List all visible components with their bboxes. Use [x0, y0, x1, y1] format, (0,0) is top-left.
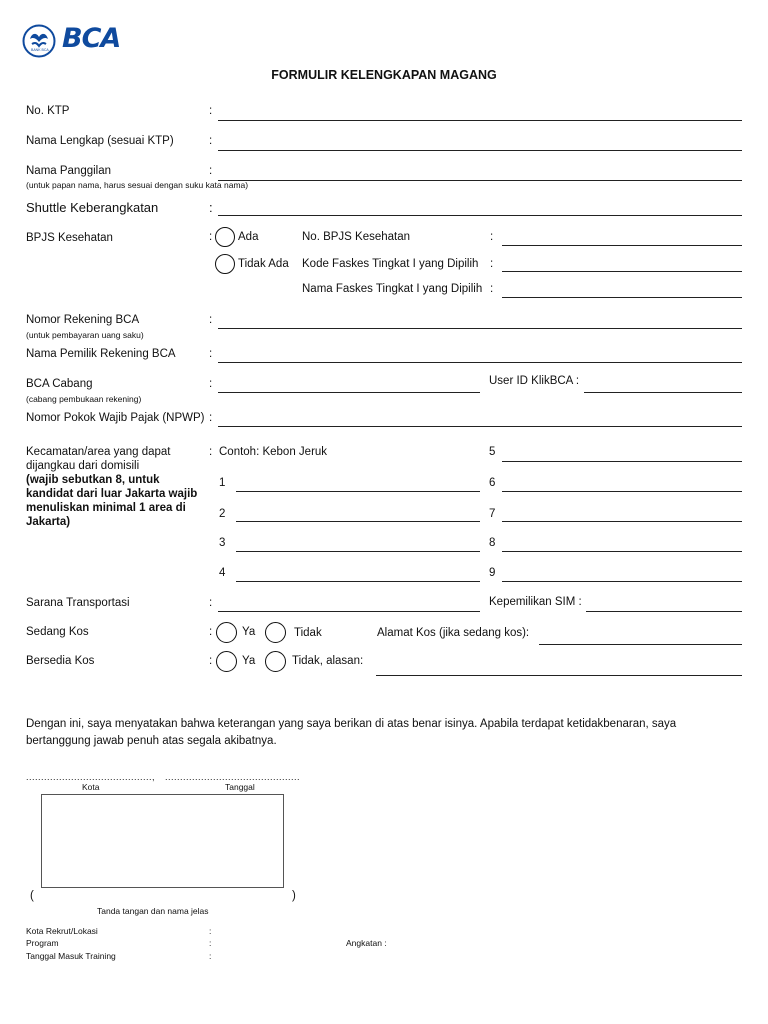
bersedia-kos-label: Bersedia Kos [26, 655, 95, 667]
area-number-1: 1 [219, 477, 226, 489]
sim-label: Kepemilikan SIM : [489, 596, 582, 608]
no-bpjs-input-line[interactable] [502, 245, 742, 246]
area-5-input-line[interactable] [502, 461, 742, 462]
bersedia-kos-tidak-label: Tidak, alasan: [292, 655, 364, 667]
nama-lengkap-label: Nama Lengkap (sesuai KTP) [26, 135, 174, 147]
area-number-3: 3 [219, 537, 226, 549]
nama-panggilan-input-line[interactable] [218, 180, 742, 181]
bpjs-ada-label: Ada [238, 231, 259, 243]
emblem-caption: BANK BCA [31, 48, 49, 52]
area-9-input-line[interactable] [502, 581, 742, 582]
cabang-note: (cabang pembukaan rekening) [26, 394, 142, 404]
kota-caption: Kota [82, 782, 100, 792]
kecamatan-label-2: dijangkau dari domisili [26, 460, 140, 472]
ktp-label: No. KTP [26, 105, 70, 117]
sedang-kos-ya-label: Ya [242, 626, 256, 638]
bca-emblem-icon [22, 24, 56, 58]
colon: : [209, 348, 213, 360]
contoh-text: Contoh: Kebon Jeruk [219, 446, 328, 458]
area-number-7: 7 [489, 508, 496, 520]
close-paren: ) [292, 890, 296, 902]
program-label: Program [26, 938, 59, 948]
bersedia-kos-tidak-radio[interactable] [265, 651, 286, 672]
colon: : [490, 258, 494, 270]
pemilik-rekening-label: Nama Pemilik Rekening BCA [26, 348, 176, 360]
area-number-9: 9 [489, 567, 496, 579]
rekening-input-line[interactable] [218, 328, 742, 329]
bca-wordmark: BCA [62, 23, 121, 54]
cabang-input-line[interactable] [218, 392, 480, 393]
tanggal-caption: Tanggal [225, 782, 255, 792]
npwp-label: Nomor Pokok Wajib Pajak (NPWP) [26, 412, 205, 424]
npwp-input-line[interactable] [218, 426, 742, 427]
nama-lengkap-input-line[interactable] [218, 150, 742, 151]
area-number-8: 8 [489, 537, 496, 549]
area-8-input-line[interactable] [502, 551, 742, 552]
rekening-label: Nomor Rekening BCA [26, 314, 140, 326]
colon: : [209, 314, 213, 326]
sedang-kos-ya-radio[interactable] [216, 622, 237, 643]
colon: : [209, 412, 213, 424]
pemilik-rekening-input-line[interactable] [218, 362, 742, 363]
area-1-input-line[interactable] [236, 491, 480, 492]
colon: : [209, 165, 213, 177]
colon: : [209, 951, 212, 961]
area-6-input-line[interactable] [502, 491, 742, 492]
no-bpjs-label: No. BPJS Kesehatan [302, 231, 411, 243]
bersedia-kos-ya-label: Ya [242, 655, 256, 667]
bca-logo [22, 24, 137, 58]
user-id-input-line[interactable] [584, 392, 742, 393]
open-paren: ( [30, 890, 34, 902]
area-7-input-line[interactable] [502, 521, 742, 522]
colon: : [209, 938, 212, 948]
colon: : [209, 655, 213, 667]
shuttle-input-line[interactable] [218, 215, 742, 216]
alamat-kos-input-line[interactable] [539, 644, 742, 645]
cabang-label: BCA Cabang [26, 378, 93, 390]
angkatan-label: Angkatan : [346, 938, 387, 948]
shuttle-label: Shuttle Keberangkatan [26, 200, 159, 215]
area-number-6: 6 [489, 477, 496, 489]
ktp-input-line[interactable] [218, 120, 742, 121]
area-number-5: 5 [489, 446, 496, 458]
declaration-line-1: Dengan ini, saya menyatakan bahwa keterangan yang saya berikan di atas benar isinya. Apabila terdapat ketidakbenaran, saya [26, 718, 677, 730]
colon: : [209, 926, 212, 936]
nama-faskes-label: Nama Faskes Tingkat I yang Dipilih [302, 283, 483, 295]
signature-box[interactable] [41, 794, 284, 888]
colon: : [209, 200, 213, 215]
colon: : [209, 105, 213, 117]
nama-panggilan-label: Nama Panggilan [26, 165, 112, 177]
colon: : [209, 378, 213, 390]
sedang-kos-label: Sedang Kos [26, 626, 89, 638]
sedang-kos-tidak-label: Tidak [294, 627, 322, 639]
area-3-input-line[interactable] [236, 551, 480, 552]
nama-panggilan-note: (untuk papan nama, harus sesuai dengan suku kata nama) [26, 180, 249, 190]
kecamatan-note-4: Jakarta) [26, 516, 71, 528]
alamat-kos-label: Alamat Kos (jika sedang kos): [377, 627, 530, 639]
kode-faskes-input-line[interactable] [502, 271, 742, 272]
sarana-label: Sarana Transportasi [26, 597, 130, 609]
sim-input-line[interactable] [586, 611, 742, 612]
user-id-label: User ID KlikBCA : [489, 375, 580, 387]
kecamatan-note-1: (wajib sebutkan 8, untuk [26, 474, 160, 486]
colon: : [209, 597, 213, 609]
tanggal-dotted-line[interactable]: ............................................. [165, 772, 301, 782]
kota-rekrut-label: Kota Rekrut/Lokasi [26, 926, 98, 936]
area-4-input-line[interactable] [236, 581, 480, 582]
bersedia-kos-ya-radio[interactable] [216, 651, 237, 672]
kecamatan-note-3: menuliskan minimal 1 area di [26, 502, 186, 514]
sedang-kos-tidak-radio[interactable] [265, 622, 286, 643]
bpjs-tidak-ada-label: Tidak Ada [238, 258, 289, 270]
kecamatan-label-1: Kecamatan/area yang dapat [26, 446, 171, 458]
colon: : [209, 446, 213, 458]
declaration-line-2: bertanggung jawab penuh atas segala akibatnya. [26, 735, 277, 747]
signature-caption: Tanda tangan dan nama jelas [97, 906, 209, 916]
kode-faskes-label: Kode Faskes Tingkat I yang Dipilih [302, 258, 479, 270]
area-2-input-line[interactable] [236, 521, 480, 522]
colon: : [490, 283, 494, 295]
colon: : [490, 231, 494, 243]
bpjs-tidak-ada-radio[interactable] [215, 254, 235, 274]
bpjs-ada-radio[interactable] [215, 227, 235, 247]
kecamatan-note-2: kandidat dari luar Jakarta wajib [26, 488, 198, 500]
colon: : [209, 231, 213, 243]
kota-dotted-line[interactable]: .........................................., [26, 772, 156, 782]
colon: : [209, 135, 213, 147]
area-number-4: 4 [219, 567, 226, 579]
alasan-input-line[interactable] [376, 675, 742, 676]
nama-faskes-input-line[interactable] [502, 297, 742, 298]
colon: : [209, 626, 213, 638]
form-title: FORMULIR KELENGKAPAN MAGANG [271, 68, 497, 82]
rekening-note: (untuk pembayaran uang saku) [26, 330, 144, 340]
area-number-2: 2 [219, 508, 226, 520]
tanggal-training-label: Tanggal Masuk Training [26, 951, 116, 961]
bpjs-label: BPJS Kesehatan [26, 232, 113, 244]
sarana-input-line[interactable] [218, 611, 480, 612]
